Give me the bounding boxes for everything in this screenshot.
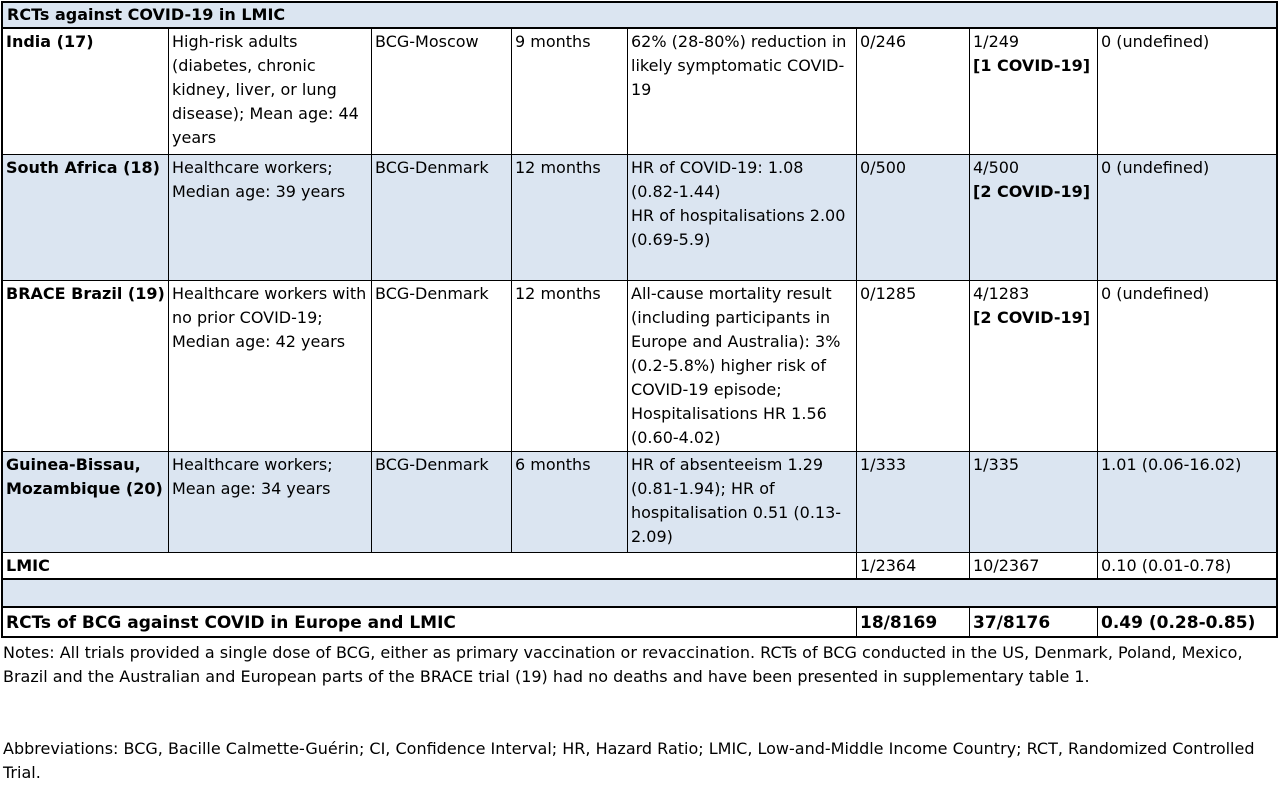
control-deaths [969, 29, 1097, 155]
followup: 12 months [511, 155, 627, 281]
bcg-deaths: 0/246 [856, 29, 969, 155]
section-title: RCTs against COVID-19 in LMIC [1, 1, 1278, 29]
control-note: [2 COVID-19] [973, 182, 1091, 201]
bcg-deaths: 0/500 [856, 155, 969, 281]
trial-name: BRACE Brazil (19) [1, 281, 168, 452]
control-note: [2 COVID-19] [973, 308, 1091, 327]
result-line: All-cause mortality result (including participants in Europe and Australia): 3% (0.2-5.8%) higher risk of COVID-19 episode; [631, 284, 841, 399]
vaccine: BCG-Denmark [371, 281, 511, 452]
vaccine: BCG-Denmark [371, 155, 511, 281]
control-deaths: 1/335 [969, 452, 1097, 553]
risk-ratio: 0 (undefined) [1097, 281, 1278, 452]
result: HR of absenteeism 1.29 (0.81-1.94); HR of hospitalisation 0.51 (0.13-2.09) [627, 452, 856, 553]
followup: 9 months [511, 29, 627, 155]
trial-name: India (17) [1, 29, 168, 155]
control-count: 1/249 [973, 32, 1020, 51]
trial-name: Guinea-Bissau, Mozambique (20) [1, 452, 168, 553]
population: Healthcare workers with no prior COVID-19; Median age: 42 years [168, 281, 371, 452]
followup: 12 months [511, 281, 627, 452]
table-notes: Notes: All trials provided a single dose of BCG, either as primary vaccination or revaccination. RCTs of BCG conducted in the US, Denmark, Poland, Mexico, Brazil and the Australian and European parts of the BRACE trial (19) had no deaths and have been presented in supplementary table 1. [3, 643, 1243, 686]
control-count: 4/1283 [973, 284, 1030, 303]
control-deaths [969, 281, 1097, 452]
followup: 6 months [511, 452, 627, 553]
result [627, 281, 856, 452]
lmic-label: LMIC [1, 553, 856, 580]
abbreviations: Abbreviations: BCG, Bacille Calmette-Guérin; CI, Confidence Interval; HR, Hazard Ratio; LMIC, Low-and-Middle Income Country; RCT, Randomized Controlled Trial. [3, 739, 1255, 782]
control-note: [1 COVID-19] [973, 56, 1091, 75]
result-line: Hospitalisations HR 1.56 (0.60-4.02) [631, 404, 827, 447]
spacer-row [1, 580, 1278, 608]
total-bcg: 18/8169 [856, 608, 969, 638]
control-count: 4/500 [973, 158, 1020, 177]
lmic-ratio: 0.10 (0.01-0.78) [1097, 553, 1278, 580]
lmic-bcg: 1/2364 [856, 553, 969, 580]
result [627, 155, 856, 281]
bcg-deaths: 0/1285 [856, 281, 969, 452]
result-line: HR of hospitalisations 2.00 (0.69-5.9) [631, 206, 846, 249]
total-ratio: 0.49 (0.28-0.85) [1097, 608, 1278, 638]
lmic-control: 10/2367 [969, 553, 1097, 580]
result-line: HR of COVID-19: 1.08 (0.82-1.44) [631, 158, 804, 201]
total-control: 37/8176 [969, 608, 1097, 638]
risk-ratio: 0 (undefined) [1097, 29, 1278, 155]
bcg-deaths: 1/333 [856, 452, 969, 553]
trial-name: South Africa (18) [1, 155, 168, 281]
risk-ratio: 0 (undefined) [1097, 155, 1278, 281]
risk-ratio: 1.01 (0.06-16.02) [1097, 452, 1278, 553]
population: High-risk adults (diabetes, chronic kidney, liver, or lung disease); Mean age: 44 years [168, 29, 371, 155]
vaccine: BCG-Denmark [371, 452, 511, 553]
control-deaths [969, 155, 1097, 281]
population: Healthcare workers; Median age: 39 years [168, 155, 371, 281]
result: 62% (28-80%) reduction in likely symptomatic COVID-19 [627, 29, 856, 155]
vaccine: BCG-Moscow [371, 29, 511, 155]
population: Healthcare workers; Mean age: 34 years [168, 452, 371, 553]
total-label: RCTs of BCG against COVID in Europe and LMIC [1, 608, 856, 638]
